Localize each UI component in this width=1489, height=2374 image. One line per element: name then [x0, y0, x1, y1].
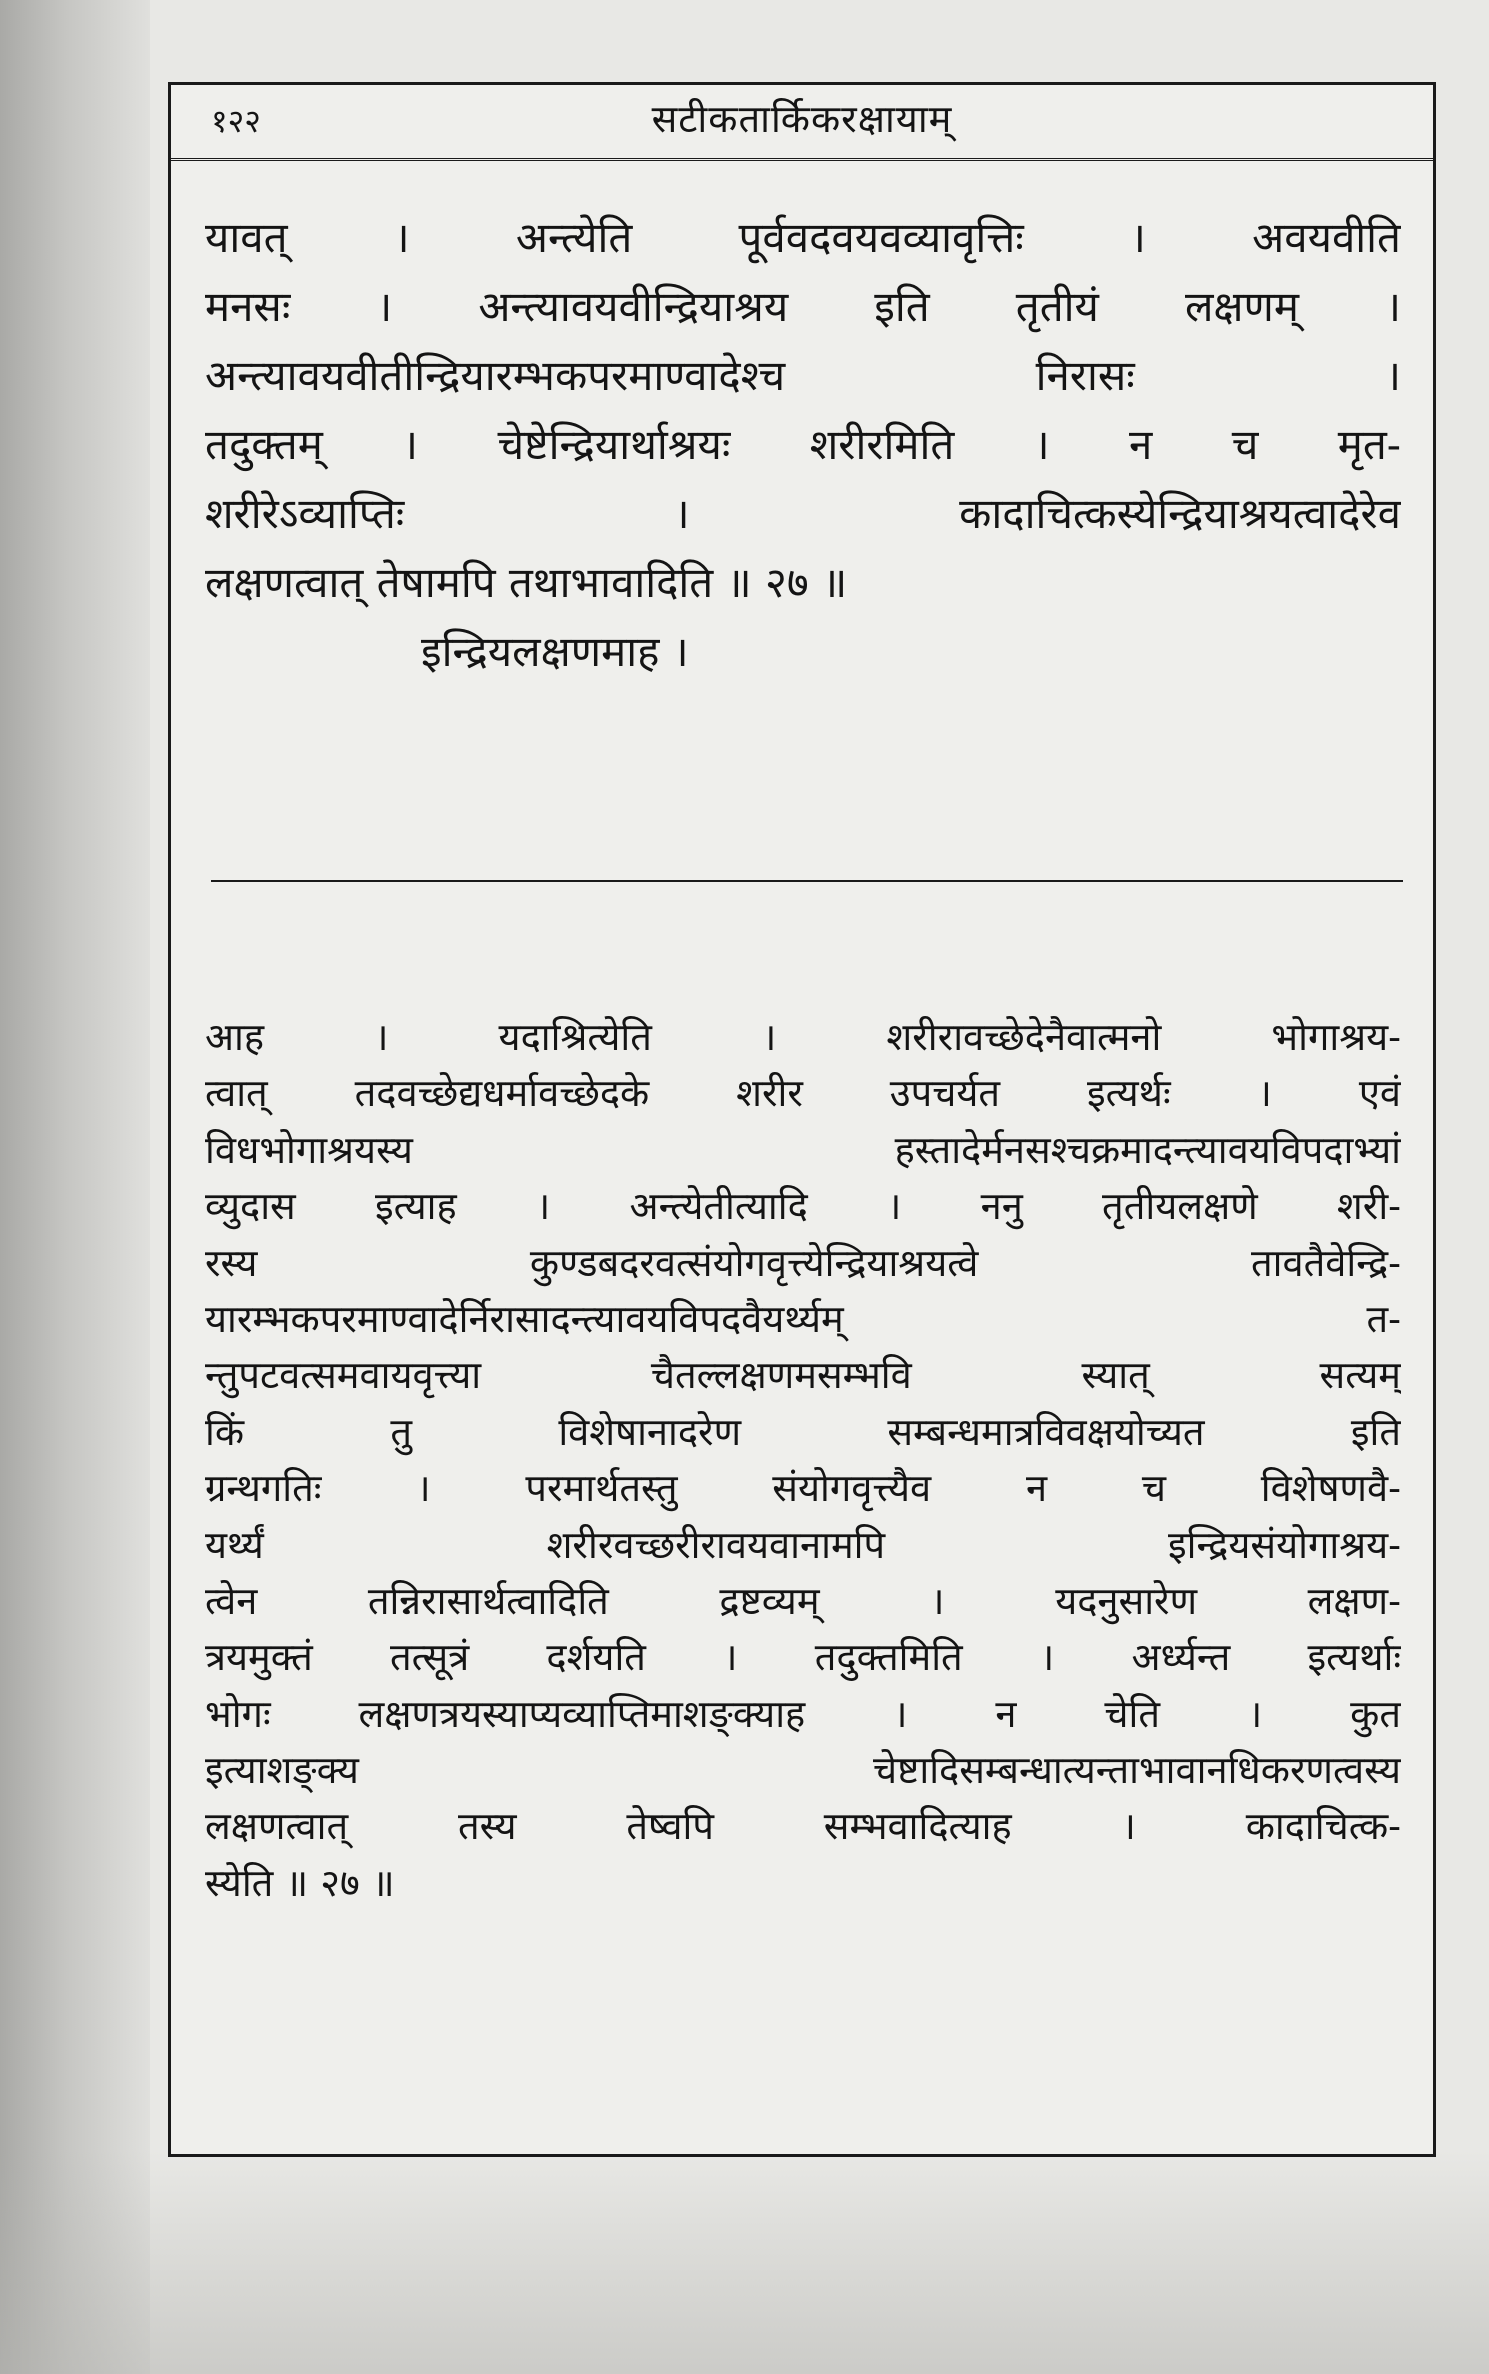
mula-line: लक्षणत्वात् तेषामपि तथाभावादिति ॥ २७ ॥ — [205, 558, 848, 607]
mula-line: तदुक्तम् । चेष्टेन्द्रियार्थाश्रयः शरीरमिति । न च मृत- — [205, 420, 1401, 469]
tika-line: लक्षणत्वात् तस्य तेष्वपि सम्भवादित्याह । कादाचित्क- — [205, 1804, 1401, 1849]
tika-line: भोगः लक्षणत्रयस्याप्यव्याप्तिमाशङ्क्याह । न चेति । कुत — [205, 1691, 1401, 1736]
tika-line: व्युदास इत्याह । अन्त्येतीत्यादि । ननु तृतीयलक्षणे शरी- — [205, 1184, 1401, 1229]
page-number: १२२ — [211, 102, 261, 140]
tika-line: न्तुपटवत्समवायवृत्त्या चैतल्लक्षणमसम्भवि स्यात् सत्यम् — [205, 1353, 1401, 1398]
scan-binding-shadow — [0, 0, 150, 2374]
tika-line: त्रयमुक्तं तत्सूत्रं दर्शयति । तदुक्तमिति । अर्ध्यन्त इत्यर्थाः — [205, 1635, 1401, 1680]
section-divider — [211, 880, 1403, 882]
tika-line: त्वात् तदवच्छेद्यधर्मावच्छेदके शरीर उपचर्यत इत्यर्थः । एवं — [205, 1071, 1401, 1116]
book-page — [168, 82, 1436, 2157]
mula-intro-line: इन्द्रियलक्षणमाह । — [421, 627, 689, 676]
mula-line: यावत् । अन्त्येति पूर्ववदवयवव्यावृत्तिः । अवयवीति — [205, 213, 1401, 262]
tika-line: रस्य कुण्डबदरवत्संयोगवृत्त्येन्द्रियाश्रयत्वे तावतैवेन्द्रि- — [205, 1240, 1401, 1285]
tika-line: इत्याशङ्क्य चेष्टादिसम्बन्धात्यन्ताभावानधिकरणत्वस्य — [205, 1748, 1401, 1793]
tika-line: किं तु विशेषानादरेण सम्बन्धमात्रविवक्षयोच्यत इति — [205, 1409, 1401, 1454]
tika-line: यारम्भकपरमाण्वादेर्निरासादन्त्यावयविपदवैयर्थ्यम् त- — [205, 1296, 1401, 1341]
page-header — [171, 85, 1433, 161]
tika-line: त्वेन तन्निरासार्थत्वादिति द्रष्टव्यम् । यदनुसारेण लक्षण- — [205, 1578, 1401, 1623]
tika-commentary-block — [205, 1009, 1401, 1911]
mula-line: शरीरेऽव्याप्तिः । कादाचित्कस्येन्द्रियाश्रयत्वादेरेव — [205, 489, 1401, 538]
scan-bottom-shadow — [0, 2150, 1489, 2374]
mula-text-block — [205, 203, 1401, 686]
tika-line: आह । यदाश्रित्येति । शरीरावच्छेदेनैवात्मनो भोगाश्रय- — [205, 1015, 1401, 1059]
mula-line: मनसः । अन्त्यावयवीन्द्रियाश्रय इति तृतीयं लक्षणम् । — [205, 282, 1401, 331]
tika-line: विधभोगाश्रयस्य हस्तादेर्मनसश्चक्रमादन्त्यावयविपदाभ्यां — [205, 1127, 1401, 1172]
tika-line: ग्रन्थगतिः । परमार्थतस्तु संयोगवृत्त्यैव न च विशेषणवै- — [205, 1466, 1401, 1511]
tika-line: स्येति ॥ २७ ॥ — [205, 1860, 395, 1905]
running-title: सटीकतार्किकरक्षायाम् — [651, 97, 953, 141]
tika-line: यर्थ्यं शरीरवच्छरीरावयवानामपि इन्द्रियसंयोगाश्रय- — [205, 1522, 1401, 1567]
mula-line: अन्त्यावयवीतीन्द्रियारम्भकपरमाण्वादेश्च निरासः । — [205, 351, 1401, 400]
